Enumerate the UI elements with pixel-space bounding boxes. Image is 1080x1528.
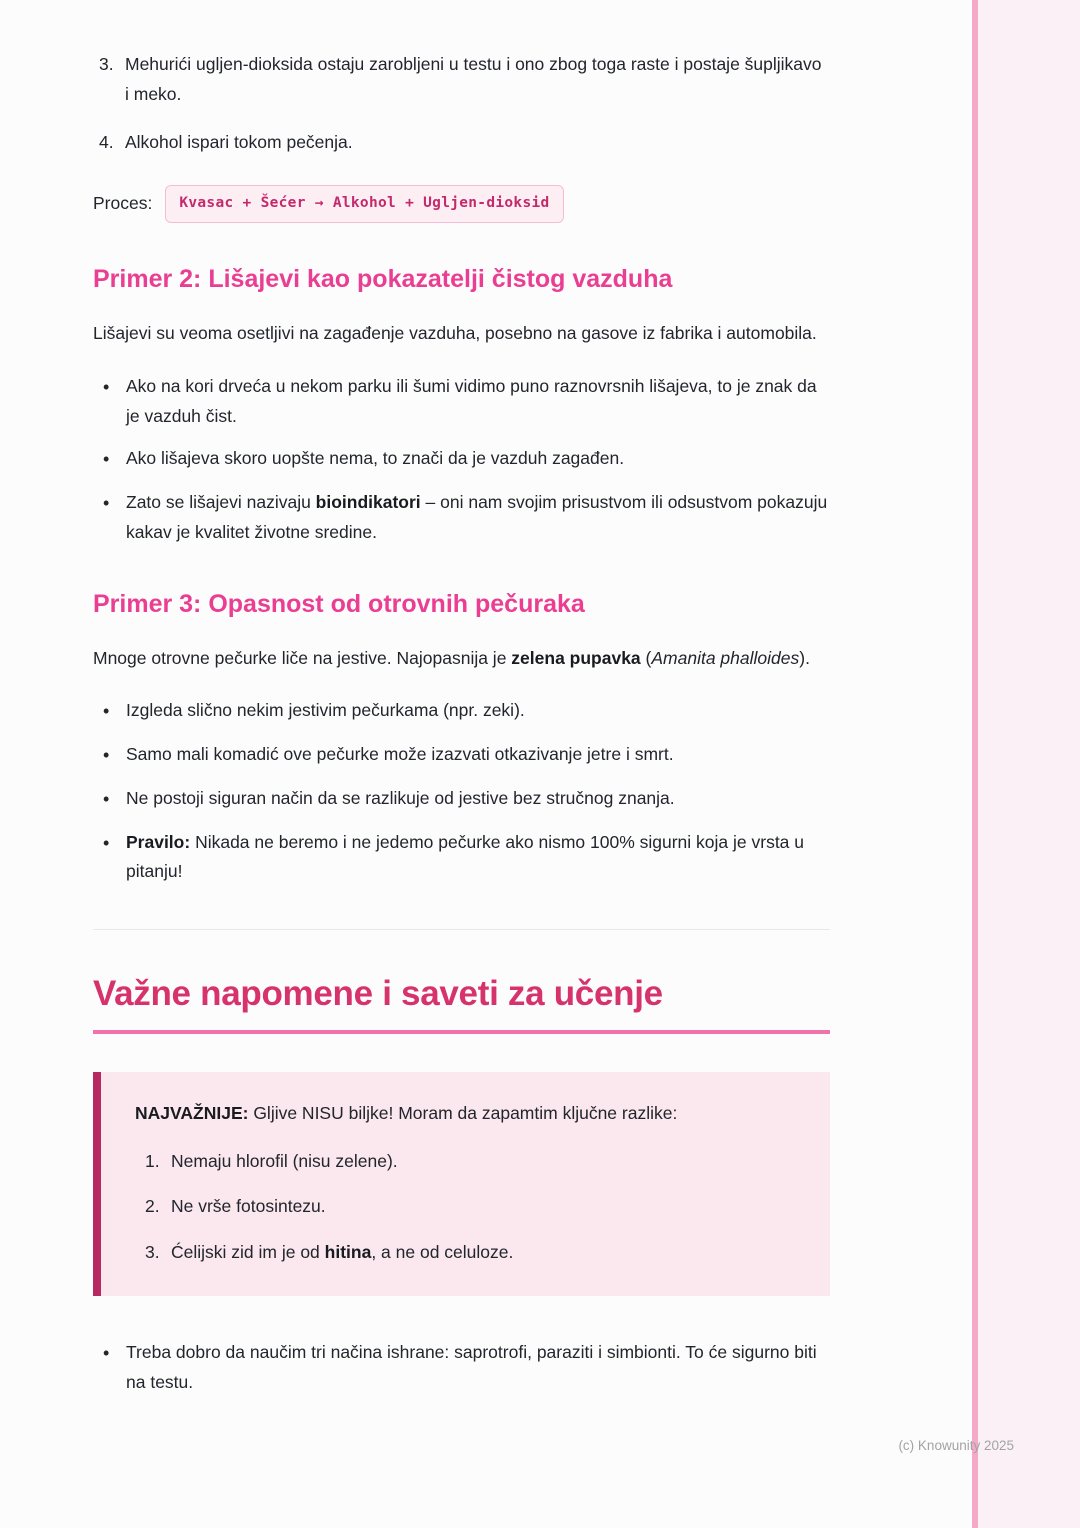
- text-segment: (: [640, 648, 652, 669]
- process-row: [93, 185, 830, 223]
- list-text: Alkohol ispari tokom pečenja.: [125, 131, 353, 152]
- list-text: Ako na kori drveća u nekom parku ili šumi vidimo puno raznovrsnih lišajeva, to je znak da je vazduh čist.: [126, 375, 817, 426]
- list-number: 4.: [99, 131, 114, 152]
- heading-primer-3: Primer 3: Opasnost od otrovnih pečuraka: [93, 589, 585, 618]
- page-edge-band: [978, 0, 1080, 1528]
- process-formula-chip: Kvasac + Šećer → Alkohol + Ugljen-dioksid: [165, 185, 563, 223]
- list-text: Izgleda slično nekim jestivim pečurkama (npr. zeki).: [126, 700, 525, 721]
- list-item: [145, 1238, 796, 1268]
- bullet-marker-icon: [103, 488, 126, 548]
- list-item: [145, 1147, 796, 1177]
- section-title-notes: Važne napomene i saveti za učenje: [93, 972, 830, 1034]
- fermentation-steps-list: [93, 50, 830, 157]
- list-text: Ako lišajeva skoro uopšte nema, to znači da je vazduh zagađen.: [126, 448, 625, 469]
- bullet-marker-icon: [103, 1338, 126, 1398]
- list-item: [93, 828, 830, 888]
- primer2-intro-paragraph: Lišajevi su veoma osetljivi na zagađenje vazduha, posebno na gasove iz fabrika i automobila.: [93, 323, 817, 344]
- list-text: Mehurići ugljen-dioksida ostaju zarobljeni u testu i ono zbog toga raste i postaje šupljikavo i meko.: [125, 54, 822, 104]
- list-number: 3.: [99, 54, 114, 74]
- watermark: (c) Knowunity 2025: [898, 1438, 1014, 1453]
- important-callout: [93, 1072, 830, 1296]
- page-edge-stripe: [972, 0, 978, 1528]
- text-segment: Ćelijski zid im je od: [171, 1242, 325, 1263]
- bullet-marker-icon: [103, 740, 126, 771]
- heading-primer-2: Primer 2: Lišajevi kao pokazatelji čistog vazduha: [93, 264, 673, 293]
- latin-name: Amanita phalloides: [651, 648, 800, 669]
- text-segment: ).: [799, 648, 810, 669]
- bold-term: Pravilo:: [126, 831, 191, 852]
- text-segment: Nikada ne beremo i ne jedemo pečurke ako nismo 100% sigurni koja je vrsta u pitanju!: [126, 831, 805, 882]
- list-item: [93, 444, 830, 475]
- text-segment: Mnoge otrovne pečurke liče na jestive. Najopasnija je: [93, 648, 512, 669]
- document-content: [93, 0, 830, 1397]
- list-item: [93, 128, 830, 158]
- text-segment: Zato se lišajevi nazivaju: [126, 492, 316, 513]
- callout-lead-bold: NAJVAŽNIJE:: [135, 1102, 249, 1123]
- bullet-marker-icon: [103, 828, 126, 888]
- bold-term: hitina: [324, 1242, 372, 1263]
- bullet-marker-icon: [103, 784, 126, 815]
- list-number: 2.: [145, 1196, 160, 1217]
- bold-term: zelena pupavka: [511, 648, 641, 669]
- study-tips-list: [93, 1338, 830, 1398]
- list-item: [93, 50, 830, 110]
- list-text: Nemaju hlorofil (nisu zelene).: [171, 1150, 398, 1171]
- primer3-bullet-list: [93, 696, 830, 887]
- bold-term: bioindikatori: [315, 492, 421, 513]
- callout-numbered-list: [145, 1147, 796, 1268]
- list-text: [126, 828, 830, 888]
- list-item: [93, 372, 830, 432]
- list-item: [93, 1338, 830, 1398]
- text-segment: , a ne od celuloze.: [371, 1242, 514, 1263]
- text-segment: – oni nam svojim prisustvom ili odsustvom pokazuju kakav je kvalitet životne sredine.: [126, 492, 828, 542]
- bullet-marker-icon: [103, 696, 126, 727]
- list-text: Samo mali komadić ove pečurke može izazvati otkazivanje jetre i smrt.: [126, 744, 674, 765]
- bullet-marker-icon: [103, 372, 126, 432]
- list-text: Ne postoji siguran način da se razlikuje od jestive bez stručnog znanja.: [126, 787, 675, 808]
- list-text: [171, 1238, 796, 1268]
- list-number: 1.: [145, 1150, 160, 1171]
- list-item: [93, 696, 830, 727]
- list-number: 3.: [145, 1242, 160, 1263]
- list-text: Treba dobro da naučim tri načina ishrane: saprotrofi, paraziti i simbionti. To će sigurno biti na testu.: [126, 1341, 817, 1392]
- list-text: [126, 488, 830, 548]
- list-item: [93, 784, 830, 815]
- list-text: Ne vrše fotosintezu.: [171, 1196, 326, 1217]
- section-divider: [93, 929, 830, 930]
- primer3-intro-paragraph: [93, 640, 830, 676]
- list-item: [93, 740, 830, 771]
- list-item: [93, 488, 830, 548]
- callout-lead: [135, 1099, 796, 1129]
- text-segment: Gljive NISU biljke! Moram da zapamtim ključne razlike:: [248, 1102, 678, 1123]
- list-item: [145, 1192, 796, 1222]
- process-label: Proces:: [93, 193, 153, 214]
- bullet-marker-icon: [103, 444, 126, 475]
- primer2-bullet-list: [93, 372, 830, 548]
